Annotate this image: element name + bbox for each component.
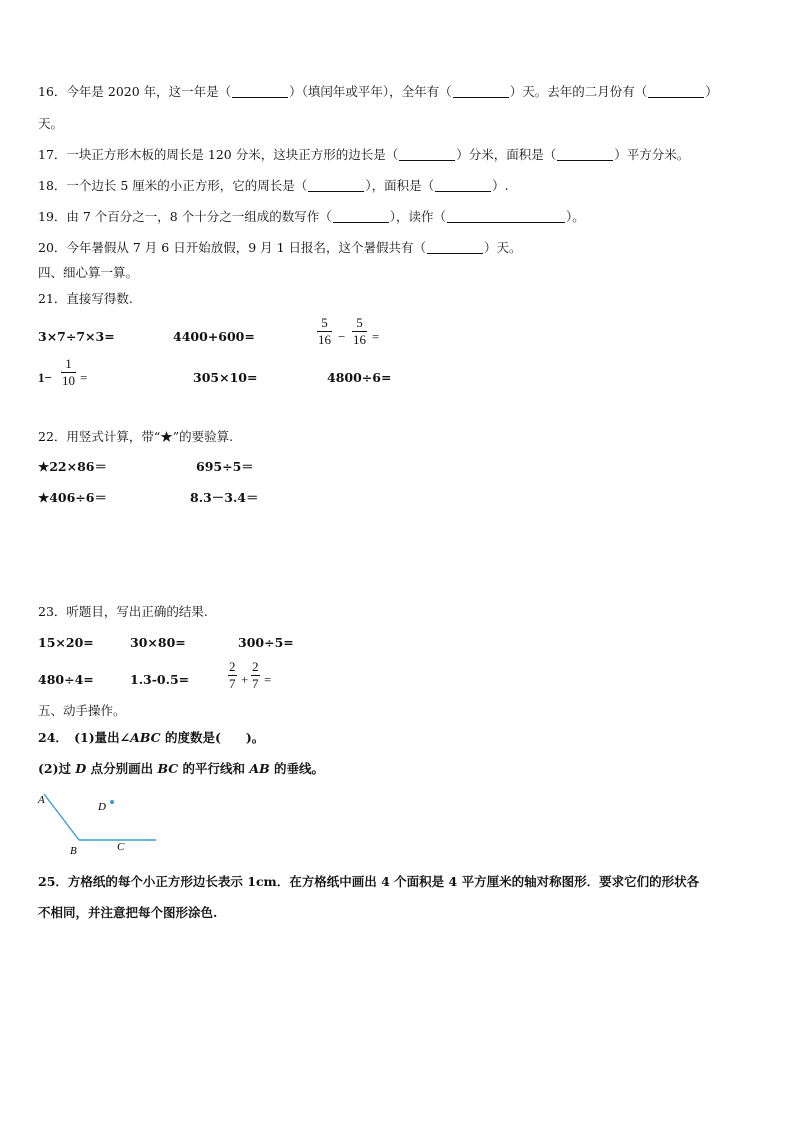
q23-e6-denominator-1: 7 xyxy=(229,676,236,691)
q21-e4-numerator: 1 xyxy=(65,356,72,371)
angle-diagram xyxy=(30,788,170,858)
q21-expr-5: 305×10= xyxy=(193,370,258,385)
q18-text-part1: 18．一个边长 5 厘米的小正方形，它的周长是（ xyxy=(38,178,308,193)
q22-expr-3: ★406÷6＝ xyxy=(38,490,107,505)
q16-text-part3: ）天。去年的二月份有（ xyxy=(509,84,648,99)
question-25-line1: 25．方格纸的每个小正方形边长表示 1cm．在方格纸中画出 4 个面积是 4 平方厘米的轴对称图形．要求它们的形状各 xyxy=(38,874,700,889)
q19-blank-1[interactable] xyxy=(333,210,389,223)
q21-e4-fraction xyxy=(61,357,76,388)
q20-blank-1[interactable] xyxy=(427,241,483,254)
q24-part2-a: (2)过 xyxy=(38,761,76,776)
q16-blank-2[interactable] xyxy=(453,85,509,98)
q16-text-part2: ）（填闰年或平年），全年有（ xyxy=(289,84,452,99)
q23-expr-5: 1.3-0.5= xyxy=(130,672,190,687)
q24-part2-segment-ab: AB xyxy=(249,761,270,776)
question-19 xyxy=(38,209,585,225)
question-18 xyxy=(38,178,509,194)
q24-part1-angle: ABC xyxy=(130,730,161,745)
label-b: B xyxy=(70,845,77,857)
q21-expr-6: 4800÷6= xyxy=(327,370,392,385)
q23-e6-operator: + xyxy=(241,672,249,687)
q20-text-part1: 20．今年暑假从 7 月 6 日开始放假，9 月 1 日报名，这个暑假共有（ xyxy=(38,240,427,255)
q21-e3-fraction-1 xyxy=(317,316,332,347)
q21-e3-denominator-2: 16 xyxy=(353,332,366,347)
q23-e6-denominator-2: 7 xyxy=(252,676,259,691)
q24-part2-segment-bc: BC xyxy=(157,761,179,776)
q17-blank-2[interactable] xyxy=(557,148,613,161)
question-22-title: 22．用竖式计算，带“★”的要验算. xyxy=(38,429,234,444)
q20-text-part2: ）天。 xyxy=(484,240,522,255)
question-17 xyxy=(38,147,689,163)
q16-text-part1: 16．今年是 2020 年，这一年是（ xyxy=(38,84,232,99)
q19-text-part2: ），读作（ xyxy=(389,209,446,224)
q21-e3-operator: − xyxy=(338,329,346,344)
q23-e6-numerator-2: 2 xyxy=(252,659,259,674)
q16-blank-1[interactable] xyxy=(232,85,288,98)
q16-blank-3[interactable] xyxy=(648,85,704,98)
q21-e4-lead: 1− xyxy=(38,370,52,385)
section-5-heading: 五、动手操作。 xyxy=(38,703,126,718)
q17-blank-1[interactable] xyxy=(399,148,455,161)
q19-text-part1: 19．由 7 个百分之一，8 个十分之一组成的数写作（ xyxy=(38,209,332,224)
question-16-line1 xyxy=(38,84,718,100)
q18-text-part2: ），面积是（ xyxy=(365,178,435,193)
q24-part2-g: 的垂线。 xyxy=(269,761,325,776)
q18-text-part3: ）. xyxy=(492,178,509,193)
q24-part2-point: D xyxy=(75,761,87,776)
label-c: C xyxy=(117,841,125,853)
q24-part1-c: 的度数是( )。 xyxy=(160,730,265,745)
q22-expr-2: 695÷5＝ xyxy=(196,459,254,474)
q23-e6-numerator-1: 2 xyxy=(229,659,236,674)
q21-e4-equals: = xyxy=(80,370,88,385)
q19-text-part3: ）。 xyxy=(566,209,585,224)
q21-expr-2: 4400+600= xyxy=(173,329,255,344)
q23-expr-4: 480÷4= xyxy=(38,672,94,687)
q22-expr-4: 8.3－3.4＝ xyxy=(190,490,259,505)
q23-e6-fraction-2 xyxy=(251,660,260,691)
q21-e3-equals: = xyxy=(372,329,380,344)
question-21-title: 21．直接写得数. xyxy=(38,291,133,306)
q17-text-part3: ）平方分米。 xyxy=(614,147,690,162)
q17-text-part1: 17．一块正方形木板的周长是 120 分米，这块正方形的边长是（ xyxy=(38,147,399,162)
q24-part2-e: 的平行线和 xyxy=(178,761,250,776)
q24-part1-a: 24． (1)量出∠ xyxy=(38,730,131,745)
q21-expr-1: 3×7÷7×3= xyxy=(38,329,115,344)
question-23-title: 23．听题目，写出正确的结果. xyxy=(38,604,208,619)
q18-blank-1[interactable] xyxy=(308,179,364,192)
question-24-part2 xyxy=(38,761,324,777)
label-a: A xyxy=(38,794,45,806)
question-25-line2: 不相同，并注意把每个图形涂色. xyxy=(38,905,218,920)
section-4-heading: 四、细心算一算。 xyxy=(38,265,139,280)
q16-text-part4: ） xyxy=(705,84,718,99)
q22-expr-1: ★22×86＝ xyxy=(38,459,107,474)
q21-e3-denominator-1: 16 xyxy=(318,332,331,347)
q16-line2: 天。 xyxy=(38,116,64,131)
q18-blank-2[interactable] xyxy=(435,179,491,192)
q23-expr-3: 300÷5= xyxy=(238,635,294,650)
question-20 xyxy=(38,240,522,256)
point-d xyxy=(110,800,114,804)
q21-e3-fraction-2 xyxy=(352,316,367,347)
q23-expr-1: 15×20= xyxy=(38,635,94,650)
q23-expr-2: 30×80= xyxy=(130,635,186,650)
q19-blank-2[interactable] xyxy=(447,210,565,223)
question-24-part1 xyxy=(38,730,264,746)
q17-text-part2: ）分米，面积是（ xyxy=(456,147,557,162)
segment-ab xyxy=(44,794,79,840)
q21-e3-numerator-1: 5 xyxy=(321,315,328,330)
label-d: D xyxy=(98,801,106,813)
q23-e6-fraction-1 xyxy=(228,660,237,691)
q21-e3-numerator-2: 5 xyxy=(356,315,363,330)
q21-e4-denominator: 10 xyxy=(62,373,75,388)
q24-part2-c: 点分别画出 xyxy=(86,761,158,776)
q23-e6-equals: = xyxy=(264,672,272,687)
